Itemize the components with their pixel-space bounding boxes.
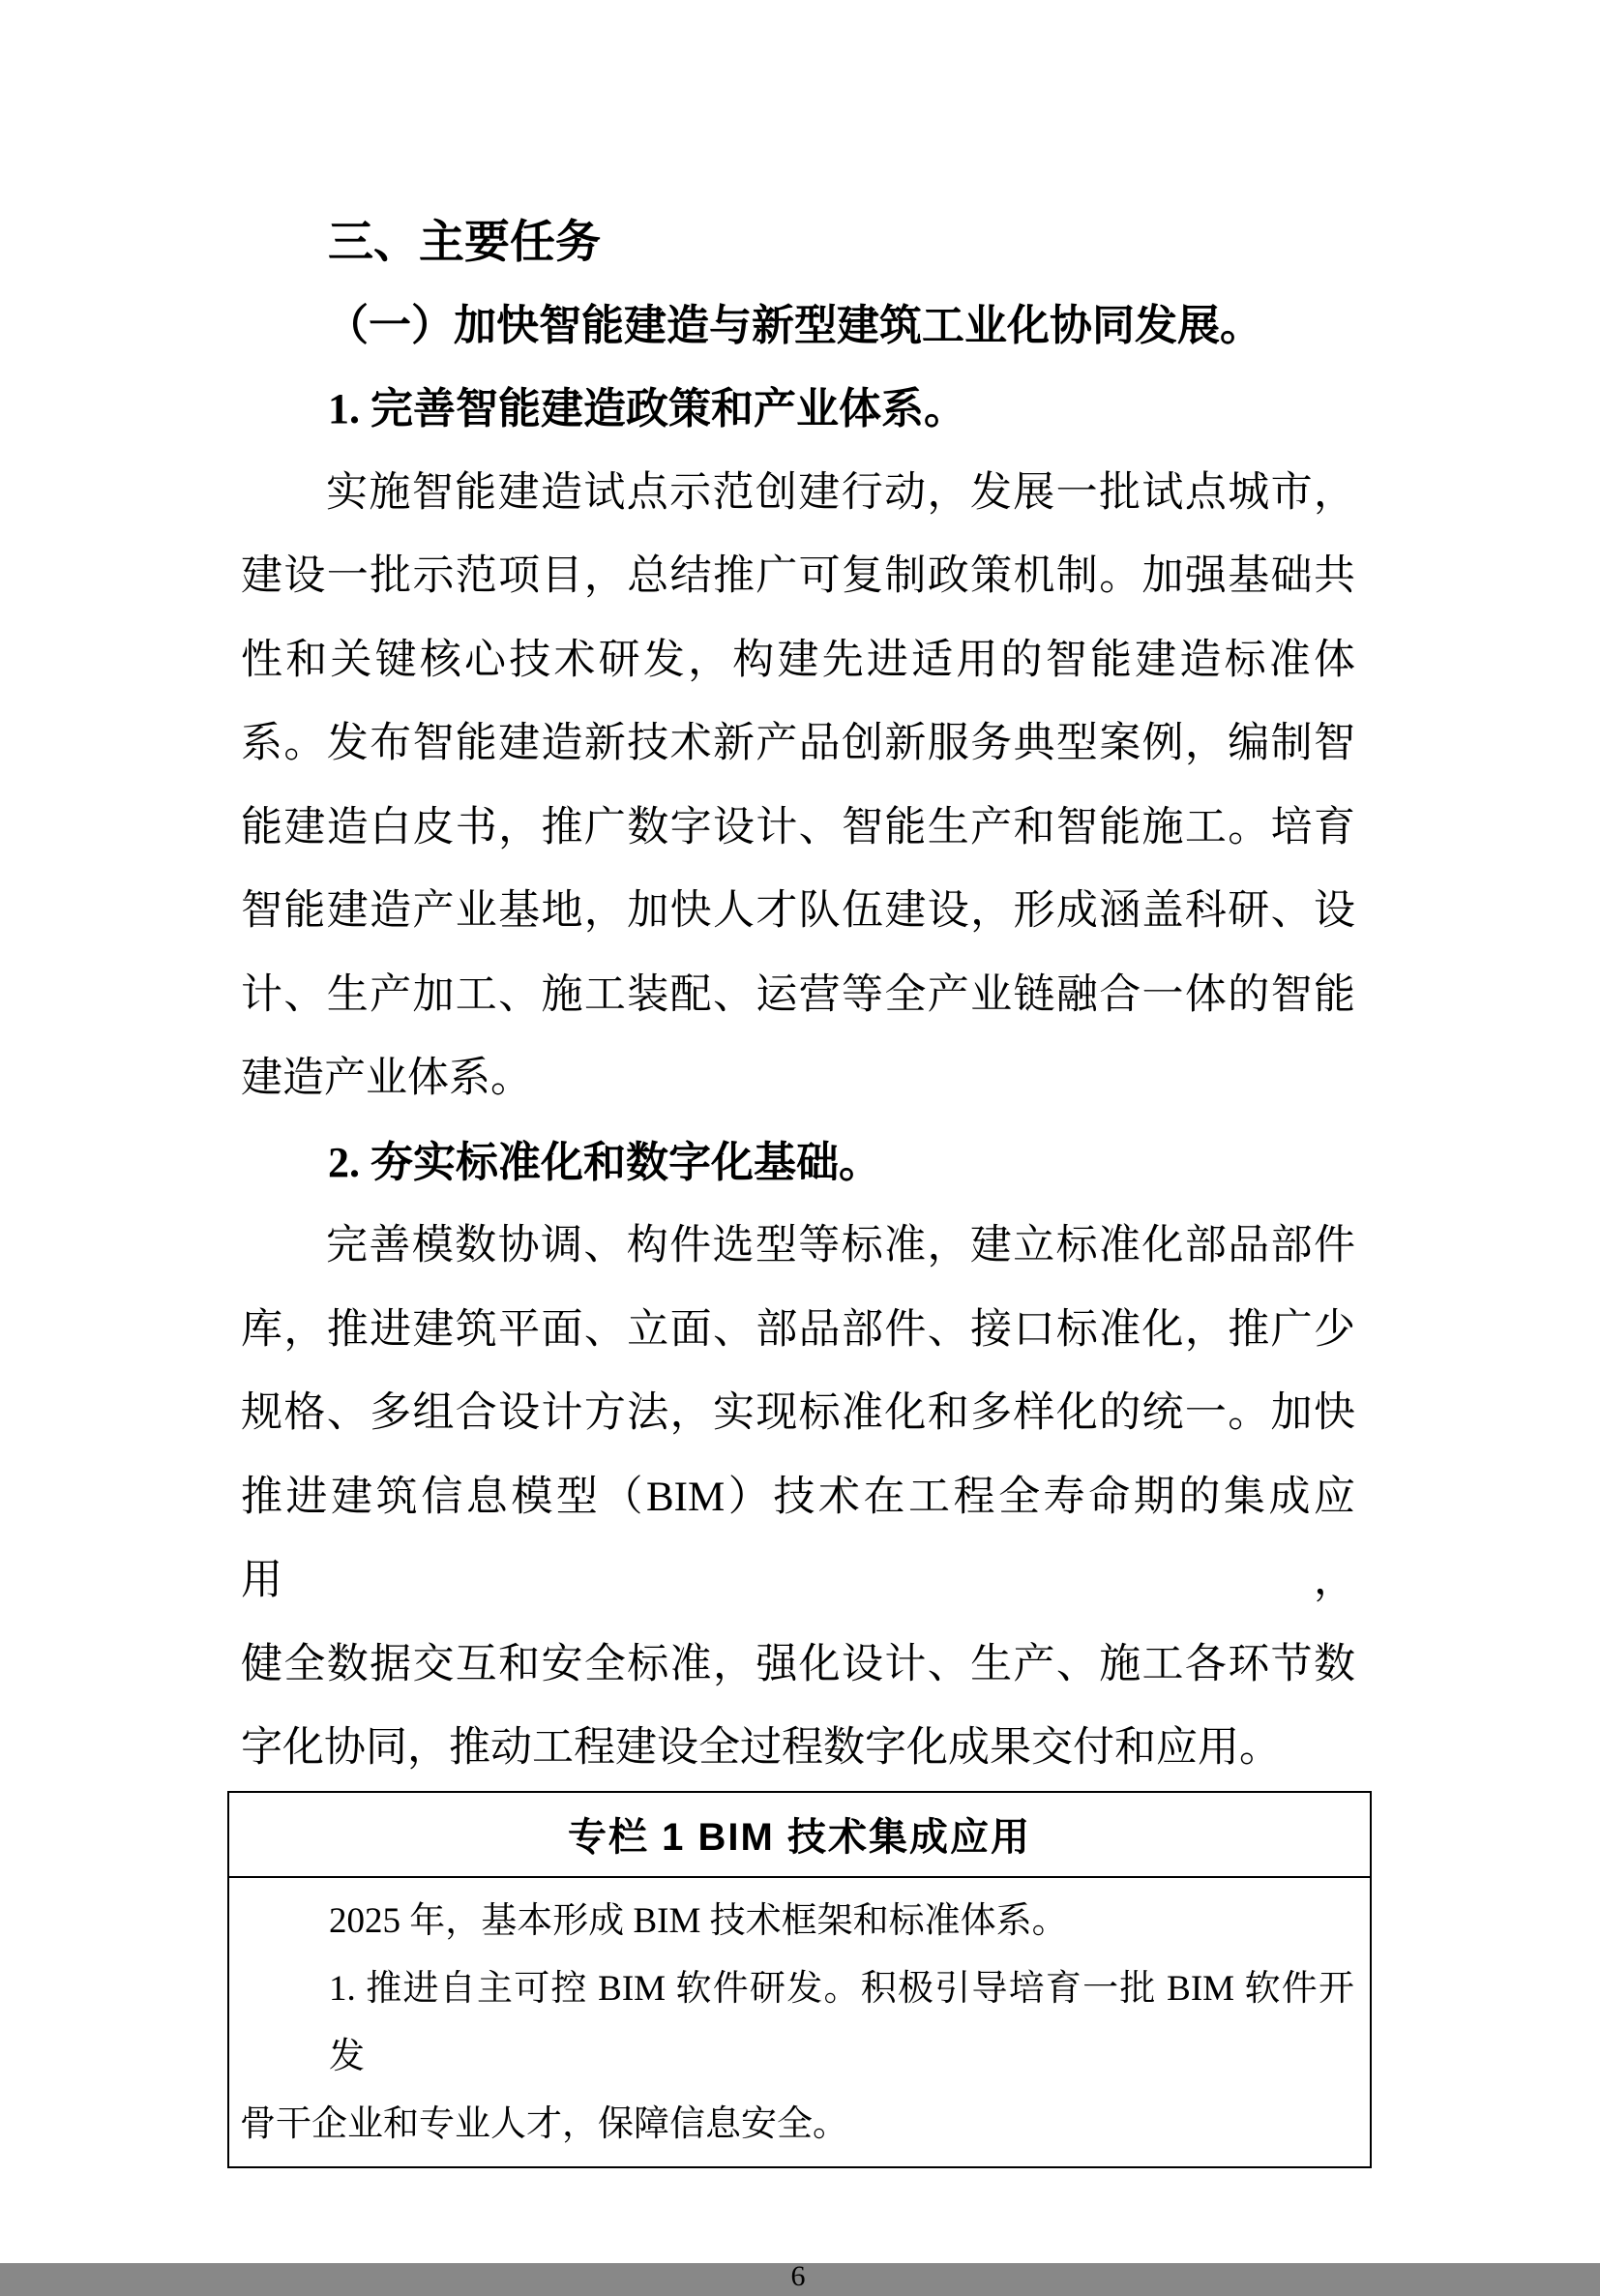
text-line: 库，推进建筑平面、立面、部品部件、接口标准化，推广少	[241, 1306, 1355, 1353]
text-line: 1. 推进自主可控 BIM 软件研发。积极引导培育一批 BIM 软件开发	[329, 1968, 1354, 2076]
page-number: 6	[790, 2259, 806, 2292]
text-line: 健全数据交互和安全标准，强化设计、生产、施工各环节数	[241, 1641, 1355, 1687]
task-2-paragraph	[241, 1205, 1355, 1791]
feature-box-header	[229, 1793, 1370, 1878]
text-line: 建造产业体系。	[241, 1056, 532, 1101]
box-paragraph-2	[240, 1955, 1354, 2159]
box-paragraph-1	[240, 1888, 1354, 1955]
task-1-heading: 1. 完善智能建造政策和产业体系。	[328, 385, 966, 432]
text-line: 骨干企业和专业人才，保障信息安全。	[240, 2103, 848, 2144]
text-line: 计、生产加工、施工装配、运营等全产业链融合一体的智能	[241, 971, 1355, 1018]
text-line: 实施智能建造试点示范创建行动，发展一批试点城市，	[326, 469, 1355, 516]
feature-box-body	[229, 1878, 1370, 2166]
text-line: 建设一批示范项目，总结推广可复制政策机制。加强基础共	[241, 553, 1355, 599]
task-2-heading: 2. 夯实标准化和数字化基础。	[328, 1138, 881, 1186]
text-line: 推进建筑信息模型（BIM）技术在工程全寿命期的集成应用，	[241, 1474, 1355, 1603]
text-line: 能建造白皮书，推广数字设计、智能生产和智能施工。培育	[241, 804, 1355, 850]
text-line: 规格、多组合设计方法，实现标准化和多样化的统一。加快	[241, 1390, 1355, 1436]
section-heading: 三、主要任务	[328, 216, 601, 267]
text-line: 2025 年，基本形成 BIM 技术框架和标准体系。	[329, 1900, 1068, 1941]
text-line: 智能建造产业基地，加快人才队伍建设，形成涵盖科研、设	[241, 888, 1355, 934]
text-line: 字化协同，推动工程建设全过程数字化成果交付和应用。	[241, 1725, 1281, 1771]
text-line: 完善模数协调、构件选型等标准，建立标准化部品部件	[326, 1223, 1355, 1268]
text-line: 系。发布智能建造新技术新产品创新服务典型案例，编制智	[241, 721, 1355, 766]
task-1-paragraph	[241, 452, 1355, 1121]
subsection-heading: （一）加快智能建造与新型建筑工业化协同发展。	[326, 301, 1262, 349]
feature-box-title: 专栏 1 BIM 技术集成应用	[568, 1816, 1031, 1859]
text-line: 性和关键核心技术研发，构建先进适用的智能建造标准体	[241, 637, 1355, 683]
bim-feature-box	[227, 1791, 1372, 2168]
